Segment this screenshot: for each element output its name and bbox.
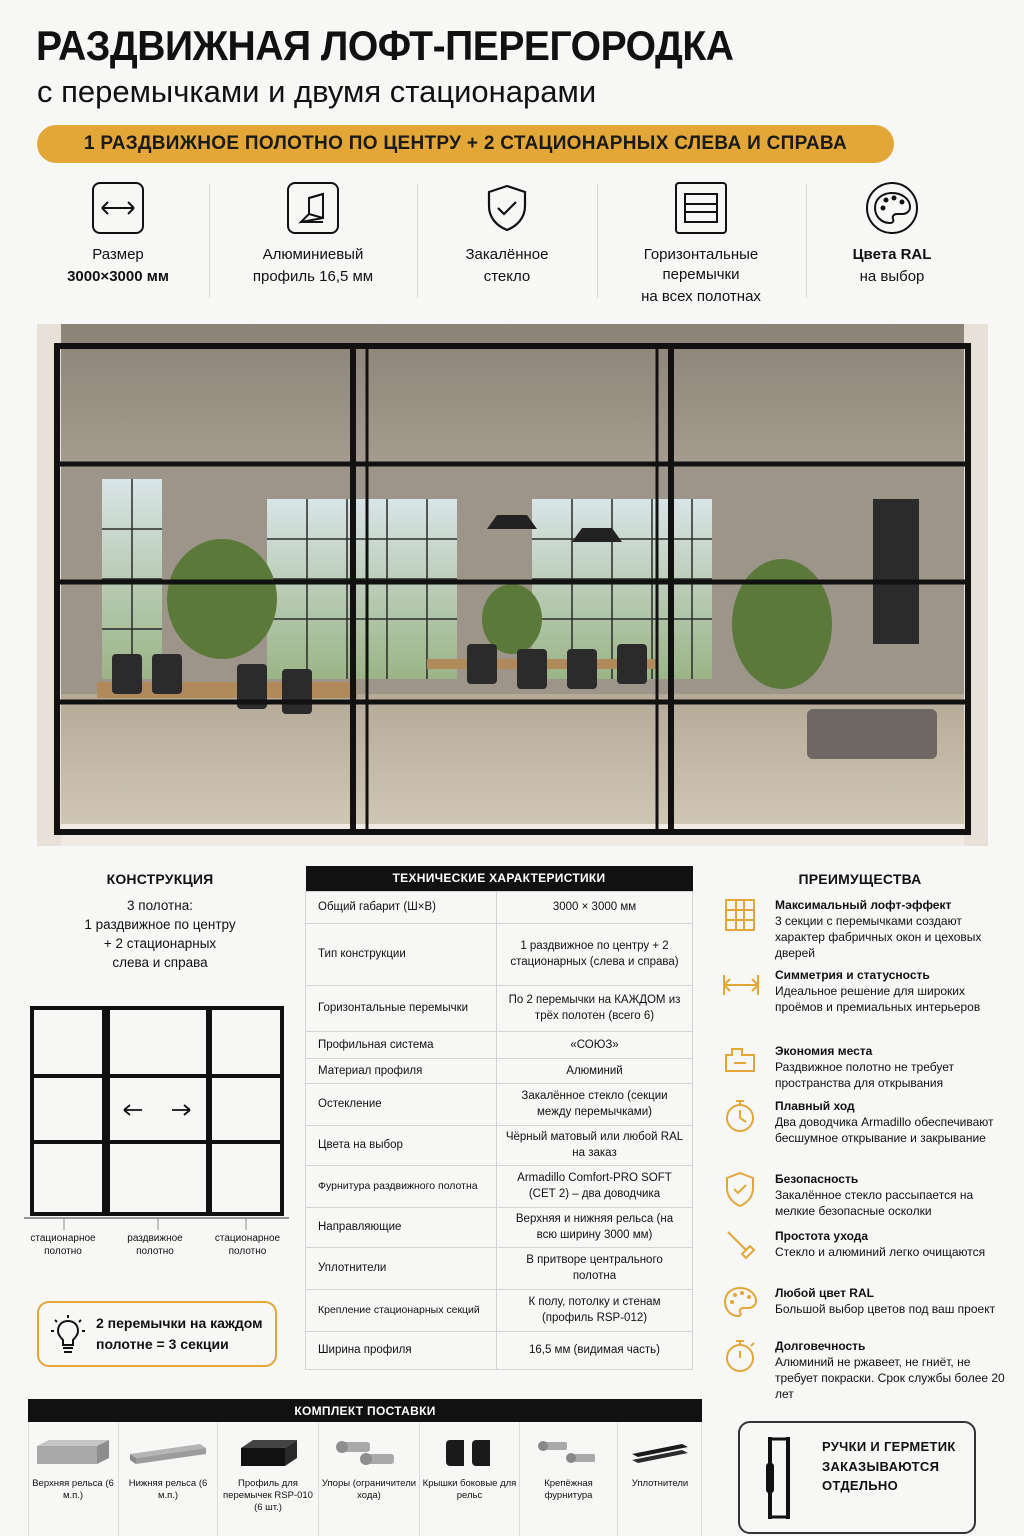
table-row: Материал профиля Алюминий (306, 1058, 693, 1083)
note-box: РУЧКИ И ГЕРМЕТИК ЗАКАЗЫВАЮТСЯ ОТДЕЛЬНО (738, 1421, 976, 1534)
specs-table: ТЕХНИЧЕСКИЕ ХАРАКТЕРИСТИКИ Общий габарит (Ш×В) 3000 × 3000 мм Тип конструкции 1 раздвижное по центру + 2 стационарных (слева и справа) Горизонтальные перемычки По 2 перемычки на КАЖДОМ из трёх полотен (всего 6) Профильная система «СОЮЗ» Материал профиля Алюминий Остекление Закалённое стекло (секции между перемычками) Цвета на выбор Чёрный матовый или любой RAL на заказ Фурнитура раздвижного полотна Armadillo Comfort-PRO SOFT (СЕТ 2) – два доводчика Направляющие Верхняя и нижняя рельса (на всю ширину 3000 мм) Уплотнители В притворе центрального полотна Крепление стационарных секций К полу, потолку и стенам (профиль RSP-012) Ширина профиля 16,5 мм (видимая часть) (305, 866, 693, 1370)
label-sliding-center: раздвижное полотно (127, 1233, 183, 1257)
end-caps-icon (440, 1434, 500, 1470)
table-row: Горизонтальные перемычки По 2 перемычки на КАЖДОМ из трёх полотен (всего 6) (306, 985, 693, 1031)
seals-icon (628, 1438, 692, 1466)
shield-check-icon (722, 1171, 760, 1207)
stopwatch-icon (722, 1098, 760, 1134)
table-row: Крепление стационарных секций К полу, потолку и стенам (профиль RSP-012) (306, 1289, 693, 1331)
window-grid-icon (722, 897, 760, 933)
label-stationary-right: стационарное полотно (214, 1233, 281, 1257)
palette-icon (866, 182, 918, 234)
kit-item: Уплотнители (618, 1422, 702, 1536)
kit-item: Упоры (ограничители хода) (319, 1422, 420, 1536)
lightbulb-icon (51, 1315, 85, 1360)
page-title: РАЗДВИЖНАЯ ЛОФТ-ПЕРЕГОРОДКА (36, 22, 734, 69)
kit-item: Крышки боковые для рельс (420, 1422, 520, 1536)
horizontal-bars-icon (675, 182, 727, 234)
profile-rsp010-icon (233, 1434, 303, 1470)
table-row: Уплотнители В притворе центрального полотна (306, 1247, 693, 1289)
stoppers-icon (334, 1436, 404, 1470)
banner: 1 РАЗДВИЖНОЕ ПОЛОТНО ПО ЦЕНТРУ + 2 СТАЦИОНАРНЫХ СЛЕВА И СПРАВА (37, 125, 894, 163)
arrows-horizontal-icon (92, 182, 144, 234)
kit-item: Профиль для перемычек RSP-010 (6 шт.) (218, 1422, 319, 1536)
table-row: Тип конструкции 1 раздвижное по центру + 2 стационарных (слева и справа) (306, 923, 693, 985)
kit-item: Крепёжная фурнитура (520, 1422, 618, 1536)
timer-icon (722, 1338, 760, 1374)
feature-glass: Закалённое стекло (412, 182, 602, 288)
construction-description: 3 полотна: 1 раздвижное по центру + 2 стационарных слева и справа (84, 898, 236, 970)
table-row: Общий габарит (Ш×В) 3000 × 3000 мм (306, 891, 693, 923)
feature-profile: Алюминиевый профиль 16,5 мм (218, 182, 408, 288)
feature-bars: Горизонтальные перемычки на всех полотнах (606, 182, 796, 308)
page-subtitle: с перемычками и двумя стационарами (37, 74, 597, 109)
rail-bottom-icon (126, 1440, 210, 1468)
kit-heading: КОМПЛЕКТ ПОСТАВКИ (28, 1399, 702, 1422)
palette-icon (722, 1285, 760, 1321)
feature-size: Размер 3000×3000 мм (23, 182, 213, 288)
space-saving-icon (722, 1043, 760, 1079)
table-row: Профильная система «СОЮЗ» (306, 1031, 693, 1058)
advantages-heading: ПРЕИМУЩЕСТВА (798, 871, 922, 887)
table-row: Остекление Закалённое стекло (секции между перемычками) (306, 1083, 693, 1125)
interior-photo (37, 324, 988, 846)
shield-check-icon (481, 182, 533, 234)
table-row: Цвета на выбор Чёрный матовый или любой RAL на заказ (306, 1125, 693, 1165)
fasteners-icon (537, 1436, 601, 1468)
handle-icon (762, 1433, 796, 1528)
squeegee-icon (722, 1228, 760, 1264)
feature-colors: Цвета RAL на выбор (797, 182, 987, 288)
aluminum-profile-icon (287, 182, 339, 234)
table-row: Фурнитура раздвижного полотна Armadillo Comfort-PRO SOFT (СЕТ 2) – два доводчика (306, 1165, 693, 1207)
symmetry-arrows-icon (722, 967, 760, 1003)
kit-item: Нижняя рельса (6 м.п.) (119, 1422, 218, 1536)
construction-diagram (24, 1000, 294, 1230)
kit-item: Верхняя рельса (6 м.п.) (28, 1422, 119, 1536)
tip-box: 2 перемычки на каждом полотне = 3 секции (37, 1301, 277, 1367)
kit-section (28, 1399, 702, 1536)
rail-top-icon (33, 1436, 113, 1470)
label-stationary-left: стационарное полотно (30, 1233, 96, 1257)
construction-heading: КОНСТРУКЦИЯ (106, 871, 214, 887)
table-row: Ширина профиля 16,5 мм (видимая часть) (306, 1331, 693, 1369)
table-row: Направляющие Верхняя и нижняя рельса (на всю ширину 3000 мм) (306, 1207, 693, 1247)
